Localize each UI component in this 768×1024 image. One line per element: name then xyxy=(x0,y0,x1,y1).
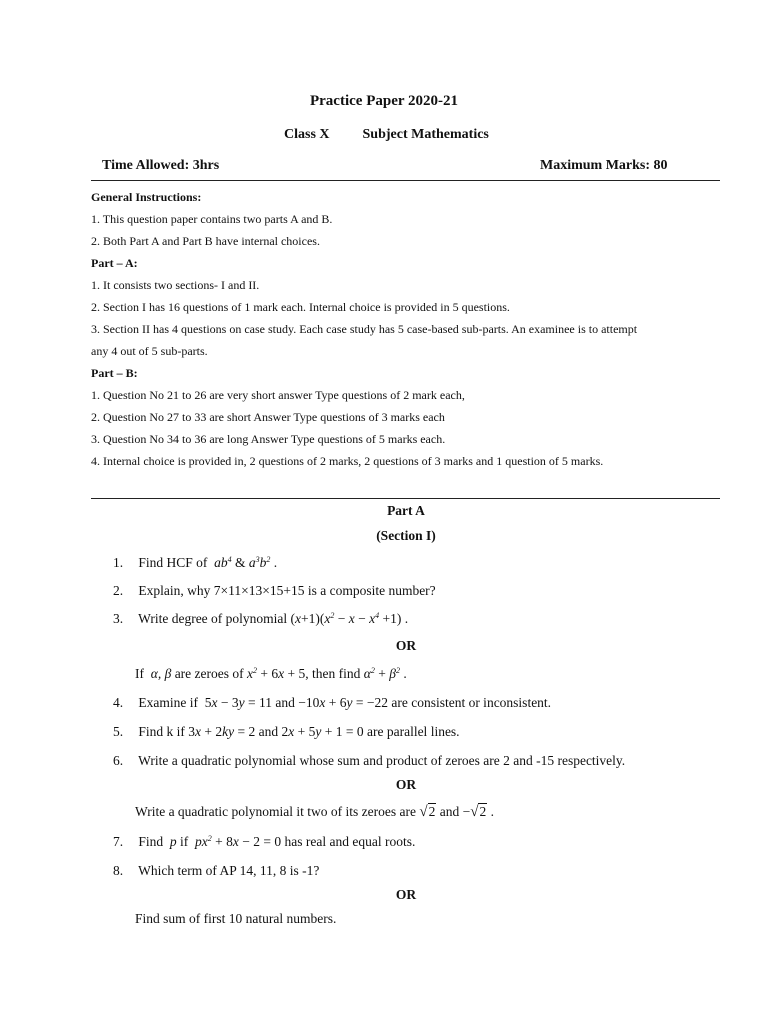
part-a-instructions-heading: Part – A: xyxy=(91,256,138,270)
instructions-heading: General Instructions: xyxy=(91,190,202,204)
or-separator: OR xyxy=(395,638,417,653)
instruction-line: 4. Internal choice is provided in, 2 questions of 2 marks, 2 questions of 3 marks and 1 question of 5 marks. xyxy=(91,454,604,468)
part-a-heading: Part A xyxy=(387,503,425,518)
question-text: Find k if xyxy=(138,724,185,739)
question-number: 1. xyxy=(113,555,124,570)
math-expression: 2x + 5y + 1 = 0 xyxy=(281,724,364,739)
question-number: 6. xyxy=(113,753,124,768)
question-text: , then find xyxy=(305,666,361,681)
math-expression: −10x + 6y = −22 xyxy=(298,695,388,710)
or-separator: OR xyxy=(395,777,417,792)
question-number: 5. xyxy=(113,724,124,739)
subject-label: Subject Mathematics xyxy=(362,127,489,142)
question-text: Find xyxy=(138,834,164,849)
math-expression: $x^2 + 6x + 5$ xyxy=(247,666,306,681)
math-expression: −√2 xyxy=(462,804,487,820)
instruction-line: any 4 out of 5 sub-parts. xyxy=(91,344,208,358)
question-number: 7. xyxy=(113,834,124,849)
paper-title: Practice Paper 2020-21 xyxy=(309,93,458,109)
or-separator: OR xyxy=(395,887,417,902)
part-b-instructions-heading: Part – B: xyxy=(91,366,138,380)
math-expression: 3x + 2ky = 2 xyxy=(188,724,256,739)
instruction-line: 2. Both Part A and Part B have internal choices. xyxy=(91,234,320,248)
question-text: are zeroes of xyxy=(174,666,244,681)
question-text: if xyxy=(180,834,189,849)
question-text: is a composite number? xyxy=(307,583,436,598)
header-divider xyxy=(91,180,720,181)
question-text: and xyxy=(258,724,279,739)
question-6 xyxy=(113,753,625,769)
question-number: 8. xyxy=(113,863,124,878)
time-allowed: Time Allowed: 3hrs xyxy=(102,158,220,173)
question-1: 1. Find HCF of $ab^4$ & $a^3b^2$ . xyxy=(113,555,278,570)
question-text: and xyxy=(275,695,295,710)
question-number: 3. xyxy=(113,611,124,626)
instructions-divider xyxy=(91,498,720,499)
question-text: Write a quadratic polynomial whose sum and product of zeroes are 2 and -15 respectively. xyxy=(138,753,626,768)
instruction-line: 2. Question No 27 to 33 are short Answer Type questions of 3 marks each xyxy=(91,410,445,424)
question-text: Which term of AP 14, 11, 8 is -1? xyxy=(138,863,320,878)
question-text: has real and equal roots. xyxy=(284,834,416,849)
question-6-alternative: Write a quadratic polynomial it two of its zeroes are √2 and −√2 . xyxy=(135,804,494,820)
math-expression: $ab^4$ & $a^3b^2$ xyxy=(214,555,271,570)
question-3-alternative: If α, β are zeroes of $x^2 + 6x + 5$, then find $\alpha^2 + \beta^2$ . xyxy=(135,666,407,681)
class-label: Class X xyxy=(284,127,330,142)
question-text: are parallel lines. xyxy=(366,724,460,739)
question-text: Write a quadratic polynomial it two of its zeroes are xyxy=(135,804,416,819)
instruction-line: 3. Question No 34 to 36 are long Answer Type questions of 5 marks each. xyxy=(91,432,446,446)
question-text: are consistent or inconsistent. xyxy=(391,695,552,710)
question-text: Find HCF of xyxy=(138,555,208,570)
question-2 xyxy=(113,583,436,599)
math-expression: 5x − 3y = 11 xyxy=(204,695,272,710)
question-text: Write degree of polynomial xyxy=(138,611,288,626)
question-7 xyxy=(113,834,415,850)
question-8 xyxy=(113,863,319,879)
question-5 xyxy=(113,724,460,740)
question-4 xyxy=(113,695,551,711)
math-expression: $\alpha^2 + \beta^2$ xyxy=(363,666,400,681)
instruction-line: 3. Section II has 4 questions on case study. Each case study has 5 case-based sub-parts. An examinee is to attempt xyxy=(91,322,638,336)
instruction-line: 2. Section I has 16 questions of 1 mark each. Internal choice is provided in 5 questions. xyxy=(91,300,510,314)
question-number: 2. xyxy=(113,583,124,598)
instruction-line: 1. This question paper contains two parts A and B. xyxy=(91,212,333,226)
section-heading: (Section I) xyxy=(376,528,436,543)
question-text: Explain, why xyxy=(138,583,211,598)
question-text: and xyxy=(439,804,460,819)
class-subject-line xyxy=(284,127,489,143)
math-expression: 7×11×13×15+15 xyxy=(213,583,305,598)
question-text: If xyxy=(135,666,144,681)
question-text: Find sum of first 10 natural numbers. xyxy=(135,911,337,926)
question-3: 3. Write degree of polynomial $(x+1)(x^2 - x - x^4 +1)$ . xyxy=(113,611,409,626)
instruction-line: 1. Question No 21 to 26 are very short answer Type questions of 2 mark each, xyxy=(91,388,465,402)
math-expression: p xyxy=(169,834,177,849)
question-8-alternative xyxy=(135,911,336,927)
maximum-marks: Maximum Marks: 80 xyxy=(540,158,668,173)
instruction-line: 1. It consists two sections- I and II. xyxy=(91,278,260,292)
general-instructions xyxy=(91,186,731,472)
math-expression: √2 xyxy=(419,804,436,820)
question-number: 4. xyxy=(113,695,124,710)
math-expression: α, β xyxy=(147,666,172,681)
math-expression: $(x+1)(x^2 - x - x^4 +1)$ xyxy=(290,611,402,626)
question-text: Examine if xyxy=(138,695,198,710)
math-expression: $px^2 + 8x - 2 = 0$ xyxy=(195,834,282,849)
